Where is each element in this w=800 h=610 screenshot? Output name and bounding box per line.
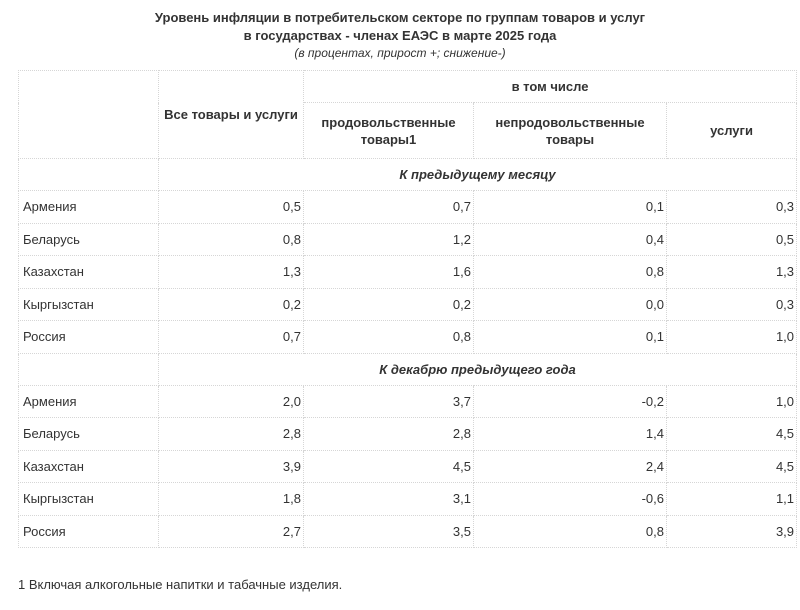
services-value: 4,5 (667, 418, 797, 451)
table-row (19, 483, 797, 516)
table-row (19, 256, 797, 289)
inflation-table (18, 70, 797, 548)
title-block (0, 0, 800, 61)
services-value: 0,3 (667, 191, 797, 224)
food-goods-value: 3,1 (304, 483, 474, 516)
country-cell: Беларусь (19, 223, 159, 256)
header-services: услуги (667, 103, 797, 159)
table-row (19, 191, 797, 224)
food-goods-value: 1,2 (304, 223, 474, 256)
food-goods-value: 4,5 (304, 450, 474, 483)
services-value: 0,5 (667, 223, 797, 256)
all-goods-value: 3,9 (159, 450, 304, 483)
food-goods-value: 0,8 (304, 321, 474, 354)
country-cell: Россия (19, 515, 159, 548)
services-value: 4,5 (667, 450, 797, 483)
country-cell: Беларусь (19, 418, 159, 451)
country-cell: Кыргызстан (19, 288, 159, 321)
country-cell: Армения (19, 385, 159, 418)
food-goods-value: 0,7 (304, 191, 474, 224)
services-value: 3,9 (667, 515, 797, 548)
all-goods-value: 0,5 (159, 191, 304, 224)
nonfood-goods-value: 1,4 (474, 418, 667, 451)
all-goods-value: 1,3 (159, 256, 304, 289)
table-row (19, 385, 797, 418)
all-goods-value: 2,7 (159, 515, 304, 548)
table-row (19, 223, 797, 256)
footnote: 1 Включая алкогольные напитки и табачные изделия. (18, 577, 343, 592)
nonfood-goods-value: 0,1 (474, 321, 667, 354)
services-value: 1,3 (667, 256, 797, 289)
nonfood-goods-value: 0,0 (474, 288, 667, 321)
header-food-goods: продовольственные товары1 (304, 103, 474, 159)
header-empty-cell (19, 71, 159, 159)
food-goods-value: 1,6 (304, 256, 474, 289)
all-goods-value: 0,8 (159, 223, 304, 256)
country-cell: Кыргызстан (19, 483, 159, 516)
food-goods-value: 2,8 (304, 418, 474, 451)
table-body (19, 159, 797, 548)
page-subtitle: (в процентах, прирост +; снижение-) (294, 46, 506, 60)
services-value: 0,3 (667, 288, 797, 321)
header-all-goods-services: Все товары и услуги (159, 71, 304, 159)
nonfood-goods-value: 0,8 (474, 515, 667, 548)
table-row (19, 321, 797, 354)
food-goods-value: 3,7 (304, 385, 474, 418)
country-cell: Казахстан (19, 256, 159, 289)
food-goods-value: 3,5 (304, 515, 474, 548)
table-row (19, 418, 797, 451)
header-nonfood-goods: непродовольственные товары (474, 103, 667, 159)
section-label: К предыдущему месяцу (159, 159, 797, 191)
page-title-line-2: в государствах - членах ЕАЭС в марте 2025 года (243, 28, 557, 43)
table-row (19, 288, 797, 321)
nonfood-goods-value: -0,2 (474, 385, 667, 418)
table-row (19, 450, 797, 483)
all-goods-value: 2,0 (159, 385, 304, 418)
services-value: 1,0 (667, 385, 797, 418)
table-row (19, 515, 797, 548)
all-goods-value: 1,8 (159, 483, 304, 516)
nonfood-goods-value: 0,8 (474, 256, 667, 289)
food-goods-value: 0,2 (304, 288, 474, 321)
section-empty-cell (19, 353, 159, 385)
country-cell: Армения (19, 191, 159, 224)
section-label: К декабрю предыдущего года (159, 353, 797, 385)
country-cell: Россия (19, 321, 159, 354)
nonfood-goods-value: -0,6 (474, 483, 667, 516)
services-value: 1,1 (667, 483, 797, 516)
page-title-line-1: Уровень инфляции в потребительском секторе по группам товаров и услуг (154, 10, 646, 25)
all-goods-value: 0,7 (159, 321, 304, 354)
all-goods-value: 2,8 (159, 418, 304, 451)
section-empty-cell (19, 159, 159, 191)
services-value: 1,0 (667, 321, 797, 354)
nonfood-goods-value: 2,4 (474, 450, 667, 483)
nonfood-goods-value: 0,4 (474, 223, 667, 256)
nonfood-goods-value: 0,1 (474, 191, 667, 224)
all-goods-value: 0,2 (159, 288, 304, 321)
header-including: в том числе (304, 71, 797, 103)
country-cell: Казахстан (19, 450, 159, 483)
